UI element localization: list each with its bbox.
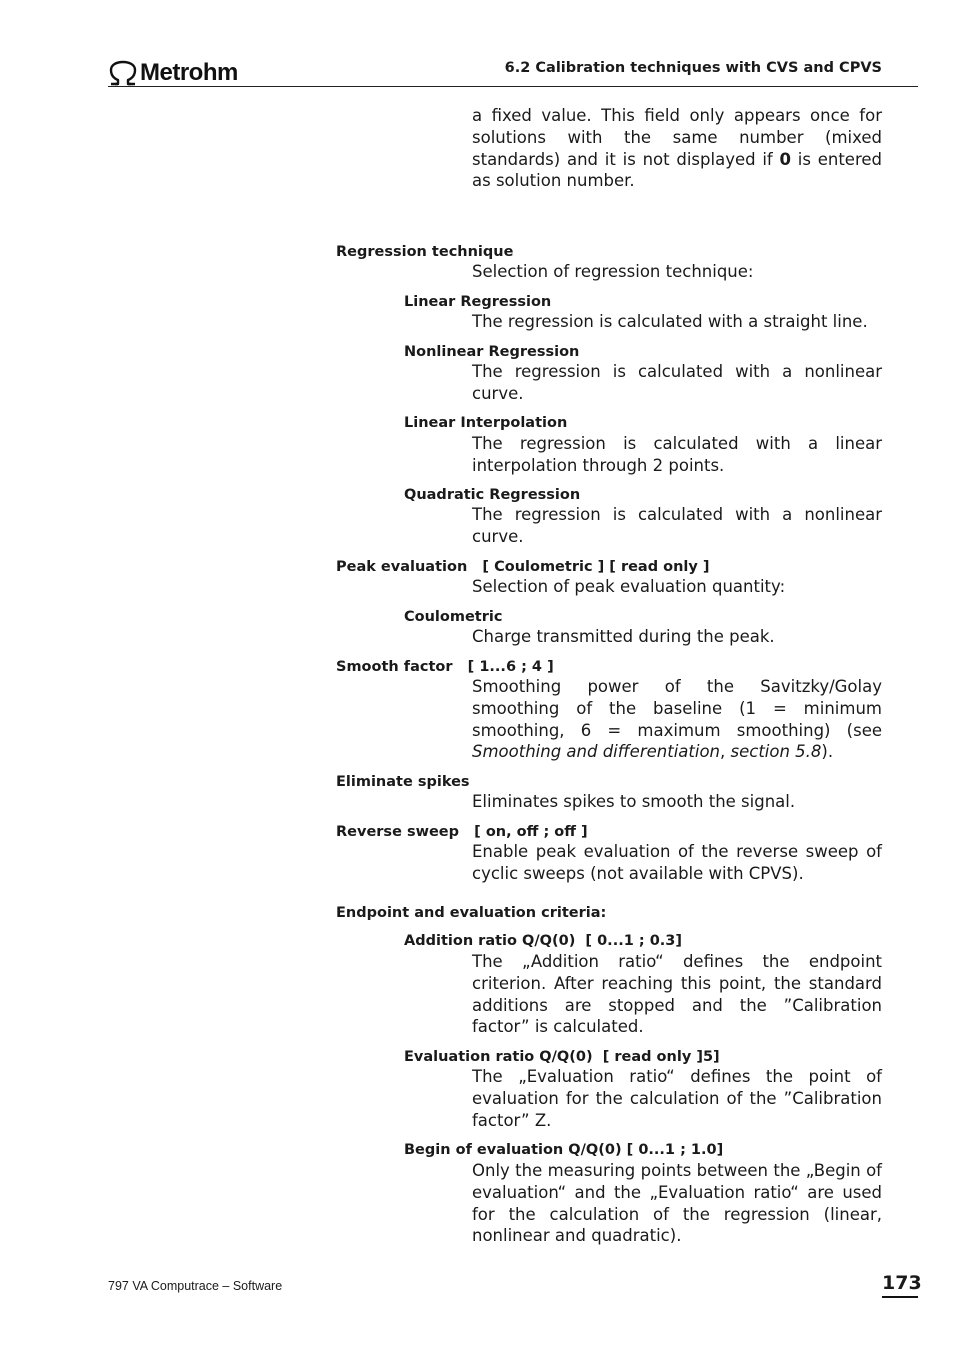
peak-evaluation-label: Peak evaluation [ Coulometric ] [ read only ]	[336, 559, 710, 575]
intro-paragraph	[472, 105, 882, 192]
linear-regression-label: Linear Regression	[404, 294, 552, 310]
page-number: 173	[882, 1272, 918, 1298]
reference-separator: ,	[720, 742, 731, 762]
intro-text: a fixed value. This field only appears once for solutions with the same number (mixed standards) and it is not displayed if	[472, 106, 882, 169]
smooth-factor-label: Smooth factor [ 1...6 ; 4 ]	[336, 659, 554, 675]
reverse-sweep-label: Reverse sweep [ on, off ; off ]	[336, 824, 588, 840]
intro-bold-value: 0	[779, 149, 791, 169]
smooth-factor-text-end: ).	[821, 742, 834, 762]
footer-product-name: 797 VA Computrace – Software	[108, 1279, 283, 1293]
smooth-factor-desc	[472, 676, 882, 763]
regression-technique-label: Regression technique	[336, 244, 514, 260]
begin-of-evaluation-desc: Only the measuring points between the „Begin of evaluation“ and the „Evaluation ratio“ are used for the calculation of the regression (linear, nonlinear and quadratic).	[472, 1161, 882, 1246]
smoothing-reference: Smoothing and differentiation	[472, 742, 720, 762]
omega-logo-icon	[108, 60, 138, 86]
coulometric-label: Coulometric	[404, 609, 503, 625]
section-reference: section 5.8	[730, 742, 822, 762]
coulometric-desc: Charge transmitted during the peak.	[472, 627, 775, 646]
eliminate-spikes-desc: Eliminates spikes to smooth the signal.	[472, 792, 796, 811]
quadratic-regression-label: Quadratic Regression	[404, 487, 581, 503]
addition-ratio-label: Addition ratio Q/Q(0) [ 0...1 ; 0.3]	[404, 933, 683, 949]
quadratic-regression-desc: The regression is calculated with a nonlinear curve.	[472, 505, 882, 546]
begin-of-evaluation-label: Begin of evaluation Q/Q(0) [ 0...1 ; 1.0]	[404, 1142, 724, 1158]
linear-regression-desc: The regression is calculated with a straight line.	[472, 312, 868, 331]
linear-interpolation-desc: The regression is calculated with a linear interpolation through 2 points.	[472, 434, 882, 475]
nonlinear-regression-label: Nonlinear Regression	[404, 344, 580, 360]
endpoint-criteria-label: Endpoint and evaluation criteria:	[336, 905, 607, 921]
peak-evaluation-desc: Selection of peak evaluation quantity:	[472, 577, 786, 596]
evaluation-ratio-desc: The „Evaluation ratio“ defines the point of evaluation for the calculation of the ”Calibration factor” Z.	[472, 1067, 882, 1130]
metrohm-logo	[108, 58, 238, 88]
eliminate-spikes-label: Eliminate spikes	[336, 774, 470, 790]
reverse-sweep-desc: Enable peak evaluation of the reverse sweep of cyclic sweeps (not available with CPVS).	[472, 842, 882, 883]
addition-ratio-desc: The „Addition ratio“ defines the endpoint criterion. After reaching this point, the standard additions are stopped and the ”Calibration factor” is calculated.	[472, 952, 882, 1037]
regression-technique-desc: Selection of regression technique:	[472, 262, 754, 281]
nonlinear-regression-desc: The regression is calculated with a nonlinear curve.	[472, 362, 882, 403]
smooth-factor-text: Smoothing power of the Savitzky/Golay smoothing of the baseline (1 = minimum smoothing, 6 = maximum smoothing) (see	[472, 677, 882, 740]
logo-text: Metrohm	[140, 59, 238, 86]
section-title: 6.2 Calibration techniques with CVS and CPVS	[504, 60, 882, 76]
linear-interpolation-label: Linear Interpolation	[404, 415, 568, 431]
intro-text-end: is entered as solution number.	[472, 149, 882, 191]
header-divider	[108, 86, 918, 87]
evaluation-ratio-label: Evaluation ratio Q/Q(0) [ read only ]5]	[404, 1049, 720, 1065]
